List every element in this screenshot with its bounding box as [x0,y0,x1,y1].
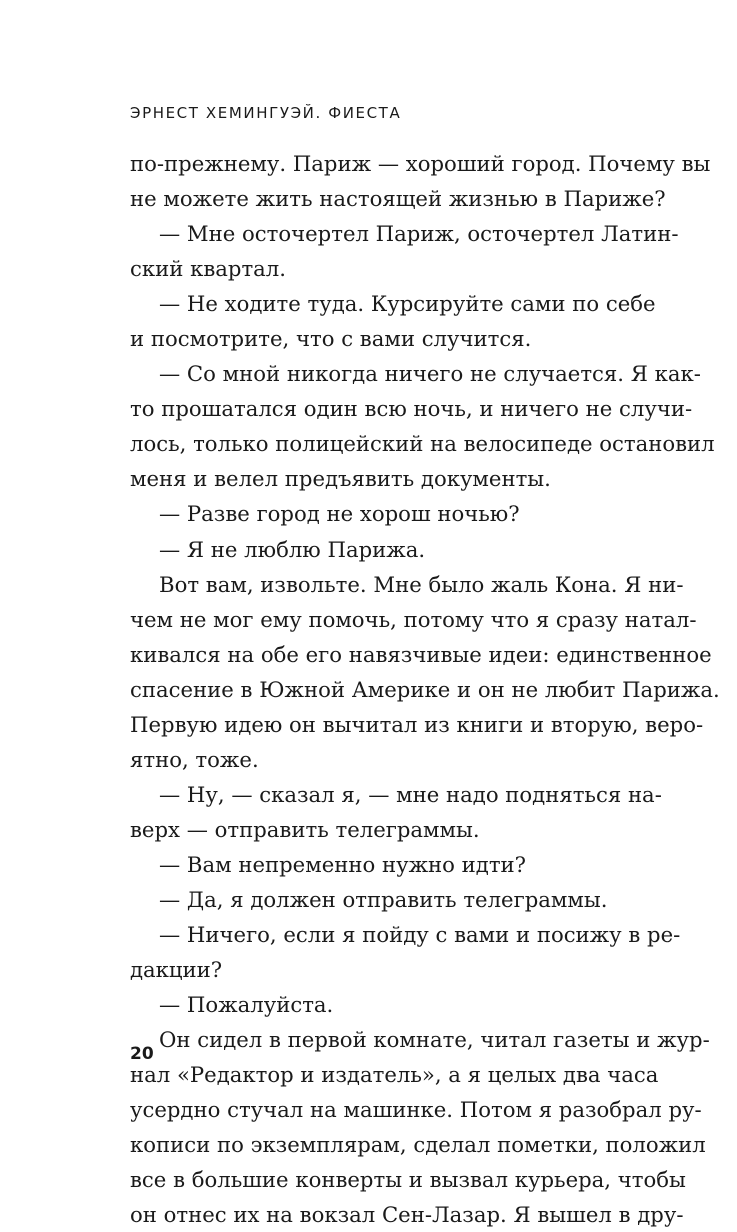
text-line: ятно, тоже. [130,746,259,772]
running-header: ЭРНЕСТ ХЕМИНГУЭЙ. ФИЕСТА [130,104,402,122]
text-line: верх — отправить телеграммы. [130,816,480,842]
text-line: то прошатался один всю ночь, и ничего не случи- [130,396,693,422]
text-line: лось, только полицейский на велосипеде остановил [130,431,715,457]
text-line: — Со мной никогда ничего не случается. Я как- [159,361,701,387]
text-line: кописи по экземплярам, сделал пометки, положил [130,1132,706,1158]
page-number: 20 [130,1044,154,1064]
text-line: — Не ходите туда. Курсируйте сами по себе [159,291,656,317]
text-line: нал «Редактор и издатель», а я целых два часа [130,1062,659,1088]
text-line: чем не мог ему помочь, потому что я сразу натал- [130,606,697,632]
text-line: он отнес их на вокзал Сен-Лазар. Я вышел в дру- [130,1202,684,1228]
text-line: и посмотрите, что с вами случится. [130,326,532,352]
text-line: все в большие конверты и вызвал курьера, чтобы [130,1167,686,1193]
text-line: — Разве город не хорош ночью? [159,501,520,527]
text-line: — Ну, — сказал я, — мне надо подняться на- [159,781,662,807]
text-line: не можете жить настоящей жизнью в Париже? [130,186,666,212]
text-line: по-прежнему. Париж — хороший город. Почему вы [130,151,711,176]
text-line: — Мне осточертел Париж, осточертел Латин- [159,221,679,247]
text-line: — Да, я должен отправить телеграммы. [159,886,608,912]
text-line: — Пожалуйста. [159,992,334,1018]
text-line: кивался на обе его навязчивые идеи: единственное [130,641,712,667]
text-line: Вот вам, извольте. Мне было жаль Кона. Я ни- [159,571,684,597]
text-line: Он сидел в первой комнате, читал газеты и жур- [159,1027,710,1053]
text-line: Первую идею он вычитал из книги и вторую, веро- [130,711,704,737]
text-line: — Вам непременно нужно идти? [159,851,527,877]
text-line: усердно стучал на машинке. Потом я разобрал ру- [130,1097,702,1123]
text-line: — Я не люблю Парижа. [159,536,426,562]
text-line: — Ничего, если я пойду с вами и посижу в ре- [159,922,681,948]
text-line: дакции? [130,957,223,983]
text-line: ский квартал. [130,256,286,282]
body-text [130,146,720,1232]
text-line: меня и велел предъявить документы. [130,466,551,492]
text-line: спасение в Южной Америке и он не любит Парижа. [130,676,720,702]
